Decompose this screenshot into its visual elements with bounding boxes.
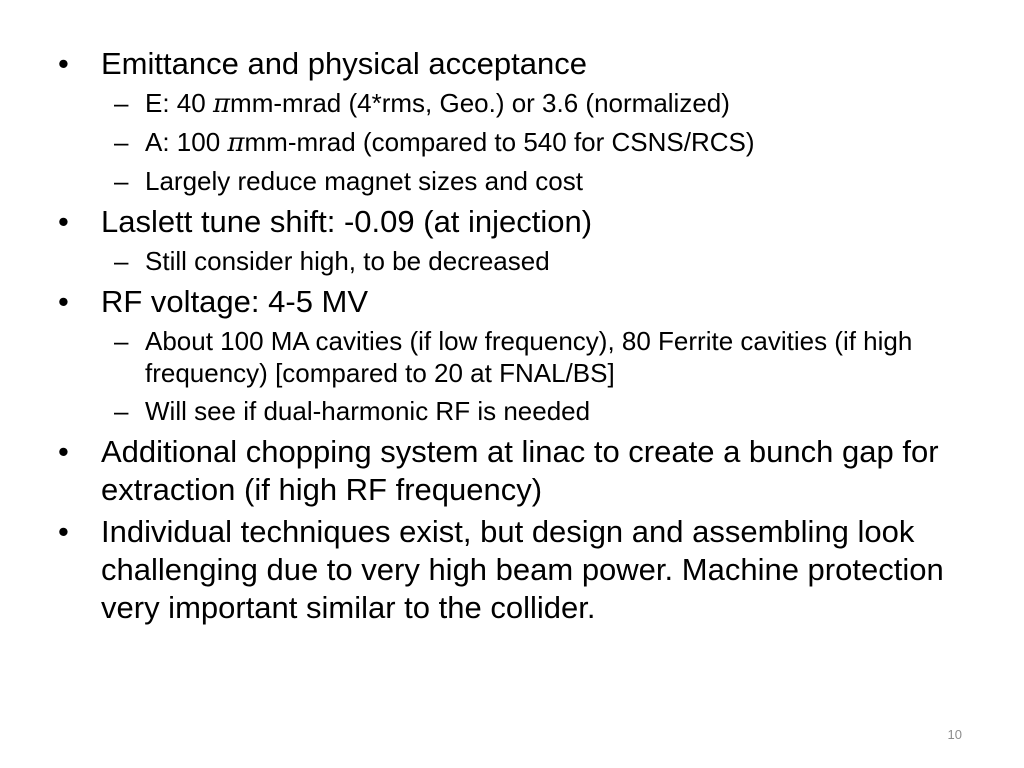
bullet-text: Emittance and physical acceptance	[101, 46, 587, 81]
page-number: 10	[947, 727, 962, 742]
pi-symbol: π	[212, 89, 231, 119]
dash-icon: –	[114, 166, 129, 196]
bullet-dot-icon: •	[58, 284, 69, 319]
dash-icon: –	[114, 88, 129, 118]
bullet-item-rf-voltage	[58, 283, 958, 321]
sub-bullet-text: Still consider high, to be decreased	[145, 246, 550, 276]
bullet-dot-icon: •	[58, 514, 69, 549]
bullet-text: RF voltage: 4-5 MV	[101, 284, 369, 319]
sub-bullet-text-prefix: A: 100	[145, 127, 228, 157]
sub-bullet-text-suffix: mm-mrad (compared to 540 for CSNS/RCS)	[244, 127, 755, 157]
bullet-dot-icon: •	[58, 46, 69, 81]
dash-icon: –	[114, 326, 129, 356]
bullet-item-chopping-system	[58, 433, 958, 509]
bullet-text: Laslett tune shift: -0.09 (at injection)	[101, 204, 593, 239]
bullet-item-techniques	[58, 513, 958, 627]
pi-symbol: π	[227, 128, 245, 158]
sub-bullet-magnet-sizes	[58, 165, 958, 197]
bullet-item-emittance	[58, 45, 958, 83]
sub-bullet-text: Largely reduce magnet sizes and cost	[145, 166, 583, 196]
bullet-dot-icon: •	[58, 204, 69, 239]
sub-bullet-dual-harmonic	[58, 395, 958, 427]
sub-bullet-cavities	[58, 325, 958, 389]
bullet-dot-icon: •	[58, 434, 69, 469]
sub-bullet-laslett-note	[58, 245, 958, 277]
sub-bullet-text: Will see if dual-harmonic RF is needed	[145, 396, 591, 426]
bullet-text: Individual techniques exist, but design and assembling look challenging due to very high beam power. Machine protection very important similar to the collider.	[101, 514, 944, 625]
bullet-item-laslett	[58, 203, 958, 241]
slide-body	[58, 45, 958, 631]
bullet-text: Additional chopping system at linac to create a bunch gap for extraction (if high RF frequency)	[101, 434, 939, 507]
dash-icon: –	[114, 396, 129, 426]
dash-icon: –	[114, 246, 129, 276]
sub-bullet-text-suffix: mm-mrad (4*rms, Geo.) or 3.6 (normalized)	[230, 88, 730, 118]
sub-bullet-acceptance-value	[58, 126, 958, 159]
sub-bullet-text-prefix: E: 40	[145, 88, 213, 118]
dash-icon: –	[114, 127, 129, 157]
sub-bullet-emittance-value	[58, 87, 958, 120]
sub-bullet-text: About 100 MA cavities (if low frequency), 80 Ferrite cavities (if high frequency) [compared to 20 at FNAL/BS]	[145, 326, 913, 388]
